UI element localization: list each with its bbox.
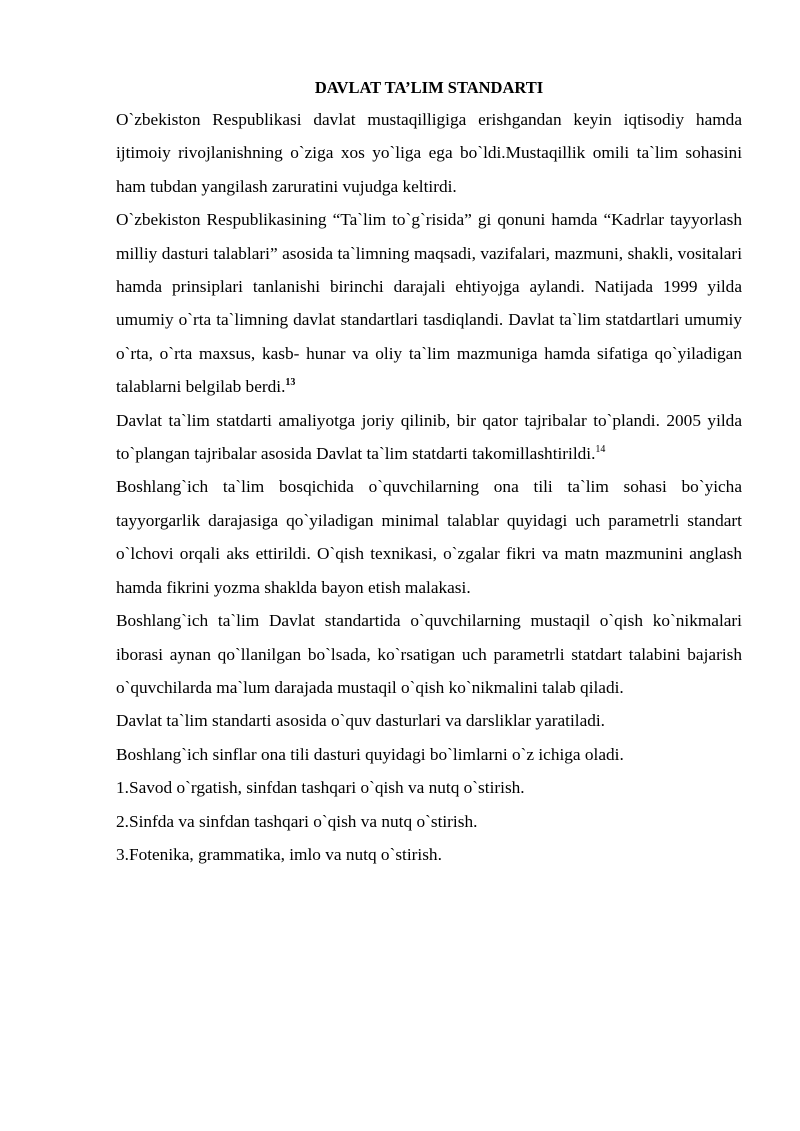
paragraph-text: O`zbekiston Respublikasi davlat mustaqilligiga erishgandan keyin iqtisodiy hamda ijtimoiy rivojlanishning o`ziga xos yo`liga ega bo`ldi.Mustaqillik omili ta`lim sohasini ham tubdan yangilash zaruratini vujudga keltirdi. [116, 110, 742, 196]
footnote-marker: 14 [595, 444, 606, 456]
paragraph-reading-skills [116, 604, 742, 704]
paragraph-text: Boshlang`ich ta`lim bosqichida o`quvchilarning ona tili ta`lim sohasi bo`yicha tayyorgarlik darajasiga qo`yiladigan minimal talablar quyidagi uch parametrli standart o`lchovi orqali aks ettirildi. O`qish texnikasi, o`zgalar fikri va matn mazmunini anglash hamda fikrini yozma shaklda bayon etish malakasi. [116, 477, 742, 597]
paragraph-education-law [116, 203, 742, 403]
paragraph-text: Boshlang`ich ta`lim Davlat standartida o`quvchilarning mustaqil o`qish ko`nikmalari iborasi aynan qo`llanilgan bo`lsada, ko`rsatigan uch parametrli statdart talabini bajarish o`quvchilarda ma`lum darajada mustaqil o`qish ko`nikmalini talab qiladi. [116, 611, 742, 697]
paragraph-curricula [116, 704, 742, 737]
paragraph-text: Davlat ta`lim statdarti amaliyotga joriy qilinib, bir qator tajribalar to`plandi. 2005 yilda to`plangan tajribalar asosida Davlat ta`lim statdarti takomillashtirildi. [116, 410, 742, 464]
footnote-marker: 13 [285, 377, 296, 389]
list-item: 3.Fotenika, grammatika, imlo va nutq o`stirish. [116, 844, 442, 864]
document-title: DAVLAT TA’LIM STANDARTI [314, 78, 544, 97]
list-item: 2.Sinfda va sinfdan tashqari o`qish va nutq o`stirish. [116, 811, 478, 831]
document-page [116, 72, 742, 871]
paragraph-text: O`zbekiston Respublikasining “Ta`lim to`g`risida” gi qonuni hamda “Kadrlar tayyorlash milliy dasturi talablari” asosida ta`limning maqsadi, vazifalari, mazmuni, shakli, vositalari hamda prinsiplari tanlanishi birinchi darajali ehtiyojga aylandi. Natijada 1999 yilda umumiy o`rta ta`limning davlat standartlari tasdiqlandi. Davlat ta`lim statdartlari umumiy o`rta, o`rta maxsus, kasb- hunar va oliy ta`lim mazmuniga hamda sifatiga qo`yiladigan talablarni belgilab berdi. [116, 210, 742, 397]
paragraph-standard-practice [116, 404, 742, 471]
list-item: 1.Savod o`rgatish, sinfdan tashqari o`qish va nutq o`stirish. [116, 778, 525, 798]
paragraph-independence [116, 103, 742, 203]
paragraph-text: Davlat ta`lim standarti asosida o`quv dasturlari va darsliklar yaratiladi. [116, 711, 605, 731]
paragraph-primary-requirements [116, 470, 742, 604]
paragraph-sections-intro [116, 738, 742, 771]
paragraph-text: Boshlang`ich sinflar ona tili dasturi quyidagi bo`limlarni o`z ichiga oladi. [116, 744, 624, 764]
